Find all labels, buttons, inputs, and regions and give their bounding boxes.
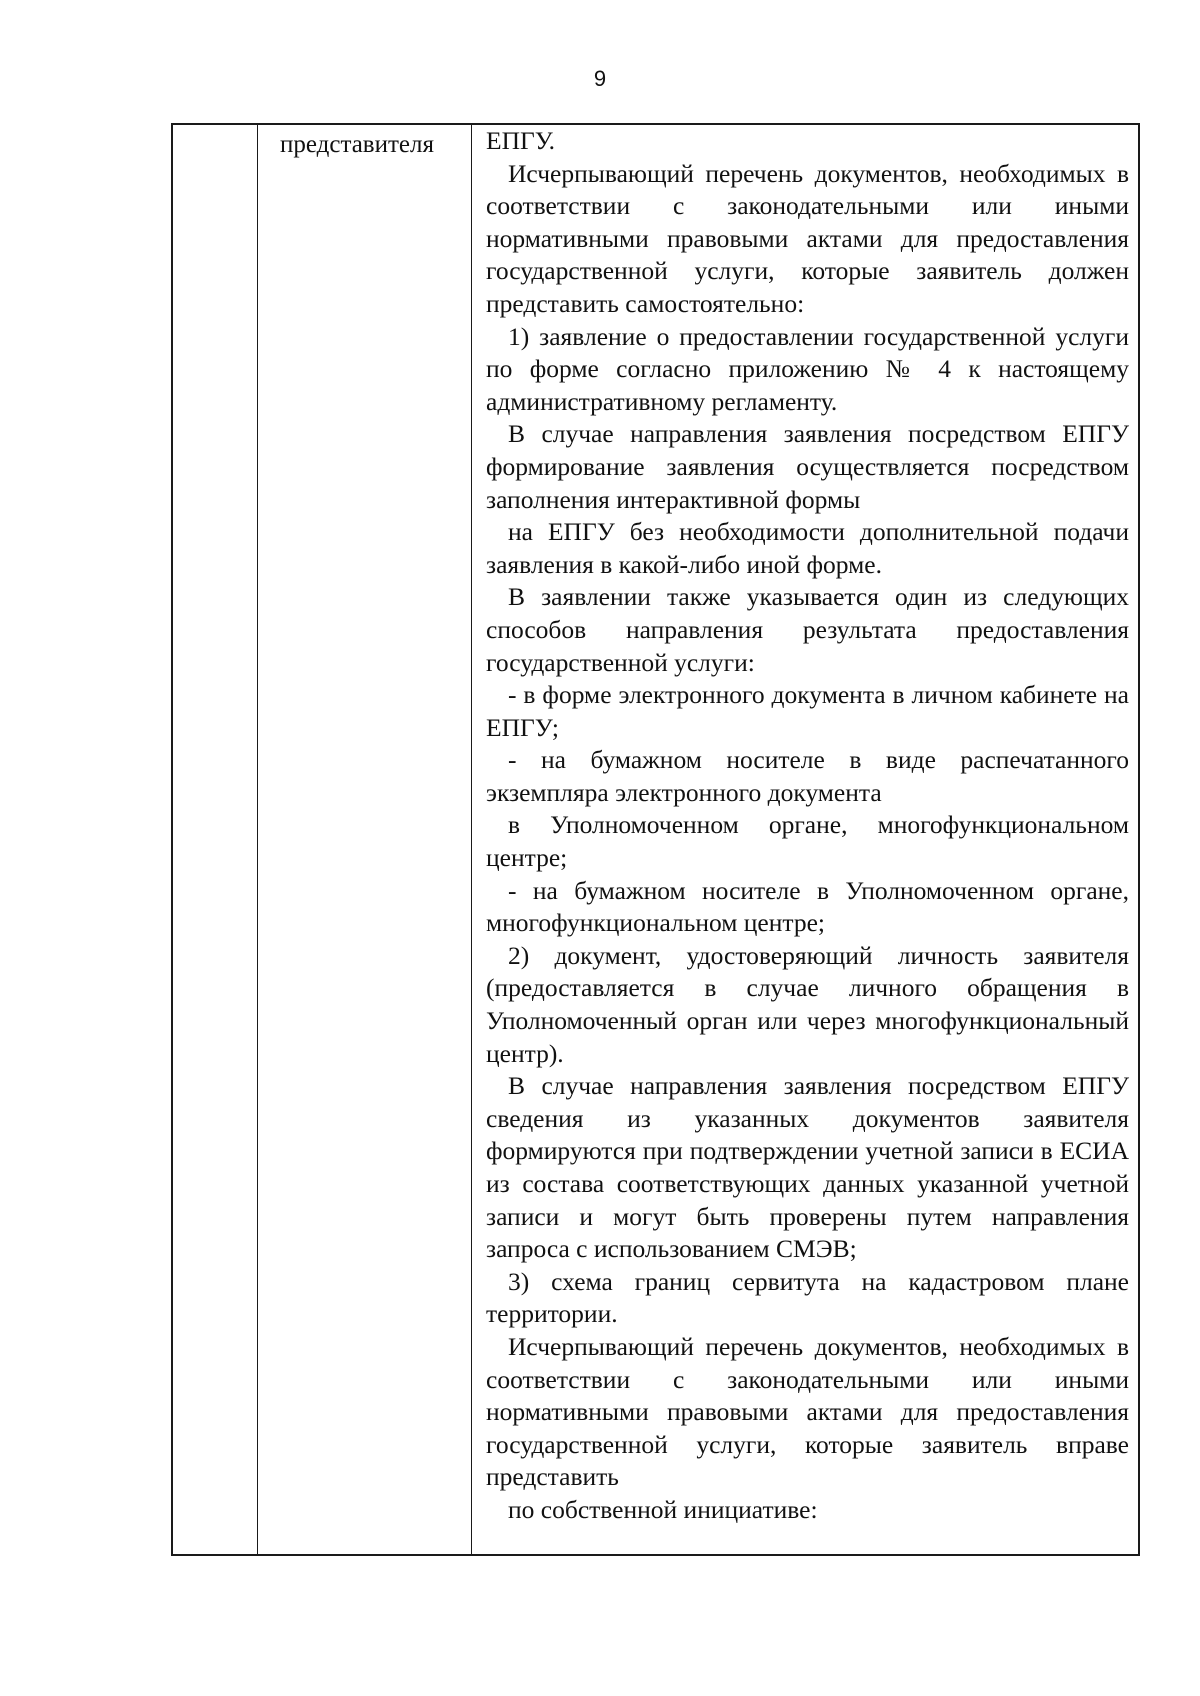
paragraph: - на бумажном носителе в Уполномоченном органе, многофункциональном центре;	[486, 875, 1129, 938]
paragraph: 2) документ, удостоверяющий личность заявителя (предоставляется в случае личного обращения в Уполномоченный орган или через многофункциональный центр).	[486, 940, 1129, 1068]
paragraph: по собственной инициативе:	[508, 1494, 818, 1524]
paragraph: В случае направления заявления посредством ЕПГУ формирование заявления осуществляется посредством заполнения интерактивной формы	[486, 419, 1129, 514]
table-column-divider	[471, 125, 472, 1554]
table-cell-documents-description	[486, 125, 1129, 1527]
table-column-divider	[257, 125, 258, 1554]
table-cell-applicant-type: представителя	[280, 131, 434, 158]
paragraph: В случае направления заявления посредством ЕПГУ сведения из указанных документов заявителя формируются при подтверждении учетной записи в ЕСИА из состава соответствующих данных указанной учетной записи и могут быть проверены путем направления запроса с использованием СМЭВ;	[486, 1071, 1129, 1264]
document-table	[171, 123, 1140, 1556]
paragraph: на ЕПГУ без необходимости дополнительной подачи заявления в какой-либо иной форме.	[486, 517, 1129, 579]
paragraph: - в форме электронного документа в личном кабинете на ЕПГУ;	[486, 680, 1129, 742]
paragraph: Исчерпывающий перечень документов, необходимых в соответствии с законодательными или иными нормативными правовыми актами для предоставления государственной услуги, которые заявитель должен представить самостоятельно:	[486, 158, 1129, 318]
paragraph: 1) заявление о предоставлении государственной услуги по форме согласно приложению № 4 к настоящему административному регламенту.	[486, 321, 1129, 416]
paragraph: в Уполномоченном органе, многофункциональном центре;	[486, 810, 1129, 873]
paragraph: - на бумажном носителе в виде распечатанного экземпляра электронного документа	[486, 745, 1129, 807]
page-number: 9	[593, 66, 607, 91]
paragraph: ЕПГУ.	[486, 126, 556, 155]
paragraph: Исчерпывающий перечень документов, необходимых в соответствии с законодательными или иными нормативными правовыми актами для предоставления государственной услуги, которые заявитель вправе представить	[486, 1331, 1129, 1492]
paragraph: 3) схема границ сервитута на кадастровом плане территории.	[486, 1266, 1129, 1329]
paragraph: В заявлении также указывается один из следующих способов направления результата предоставления государственной услуги:	[486, 582, 1129, 677]
